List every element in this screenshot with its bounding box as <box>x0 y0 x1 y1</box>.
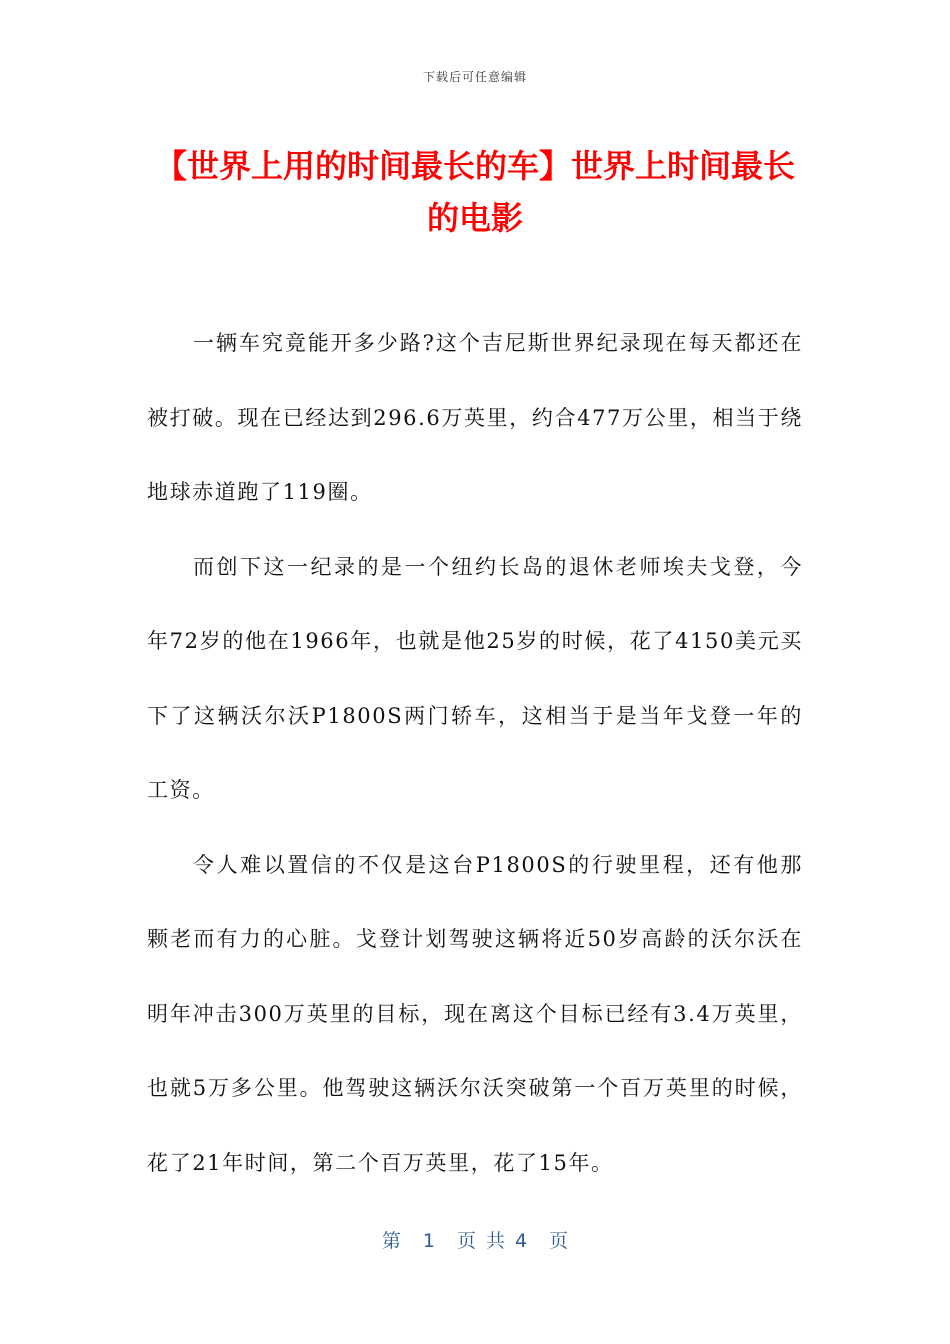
paragraph-2: 而创下这一纪录的是一个纽约长岛的退休老师埃夫戈登，今年72岁的他在1966年，也就是他25岁的时候，花了4150美元买下了这辆沃尔沃P1800S两门轿车，这相当于是当年戈登一年的工资。 <box>147 554 803 802</box>
footer-label-unit: 页 <box>549 1230 569 1252</box>
paragraph-3: 令人难以置信的不仅是这台P1800S的行驶里程，还有他那颗老而有力的心脏。戈登计划驾驶这辆将近50岁高龄的沃尔沃在明年冲击300万英里的目标，现在离这个目标已经有3.4万英里，也就5万多公里。他驾驶这辆沃尔沃突破第一个百万英里的时候，花了21年时间，第二个百万英里，花了15年。 <box>147 852 803 1175</box>
page-footer <box>0 1226 950 1253</box>
paragraph-1: 一辆车究竟能开多少路?这个吉尼斯世界纪录现在每天都还在被打破。现在已经达到296.6万英里，约合477万公里，相当于绕地球赤道跑了119圈。 <box>147 331 803 504</box>
footer-label-page: 第 <box>381 1230 401 1252</box>
footer-total-pages: 4 <box>515 1230 528 1252</box>
footer-label-of: 页共 <box>456 1230 515 1252</box>
header-note: 下载后可任意编辑 <box>422 70 527 84</box>
document-body <box>147 306 803 1200</box>
document-title: 【世界上用的时间最长的车】世界上时间最长的电影 <box>154 147 795 237</box>
footer-current-page: 1 <box>422 1230 435 1252</box>
